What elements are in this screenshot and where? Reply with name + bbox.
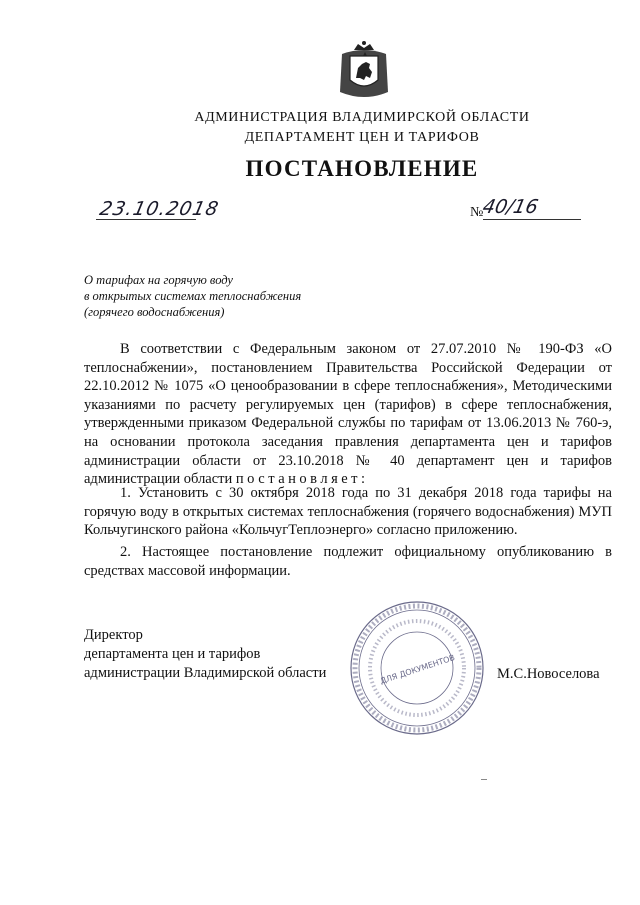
signatory-position [84,626,326,683]
number-label: № [470,205,484,220]
preamble-paragraph [84,340,612,489]
scan-mark [481,779,487,780]
clause-2: 2. Настоящее постановление подлежит официальному опубликованию в средствах массовой информации. [84,544,612,579]
signatory-name: М.С.Новоселова [497,666,600,682]
org-name: АДМИНИСТРАЦИЯ ВЛАДИМИРСКОЙ ОБЛАСТИ [194,110,530,125]
coat-of-arms-icon [336,40,392,102]
signatory-line: департамента цен и тарифов [84,646,261,662]
clause-1: 1. Установить с 30 октября 2018 года по 31 декабря 2018 года тарифы на горячую воду в открытых системах теплоснабжения (горячего водоснабжения) МУП Кольчугинского района «КольчугТеплоэнерго» согласно приложению. [84,485,612,539]
subject-line: (горячего водоснабжения) [84,305,225,319]
document-type-title: ПОСТАНОВЛЕНИЕ [245,156,479,181]
document-date: 23.10.2018 [97,198,222,220]
signatory-line: Директор [84,627,143,643]
signatory-line: администрации Владимирской области [84,665,327,681]
preamble-text: В соответствии с Федеральным законом от 27.07.2010 № 190-ФЗ «О теплоснабжении», постановлением Правительства Российской Федерации от 22.10.2012 № 1075 «О ценообразовании в сфере теплоснабжения», Методическими указаниями по расчету регулируемых цен (тарифов) в сфере теплоснабжения, утвержденными приказом Федеральной службы по тарифам от 13.06.2013 № 760-э, на основании протокола заседания правления департамента цен и тарифов администрации области от 23.10.2018 № 40 департамент цен и тарифов администрации области [84,341,612,488]
document-number: 40/16 [480,196,541,218]
official-stamp [347,598,487,738]
subject-line: О тарифах на горячую воду [84,273,233,287]
document-subject [84,272,301,320]
department-name: ДЕПАРТАМЕНТ ЦЕН И ТАРИФОВ [244,130,480,145]
decree-word: постановляет: [235,471,369,488]
subject-line: в открытых системах теплоснабжения [84,289,302,303]
date-underline [96,219,196,220]
number-underline [483,219,581,220]
stamp-center-text: ДЛЯ ДОКУМЕНТОВ [378,653,457,686]
